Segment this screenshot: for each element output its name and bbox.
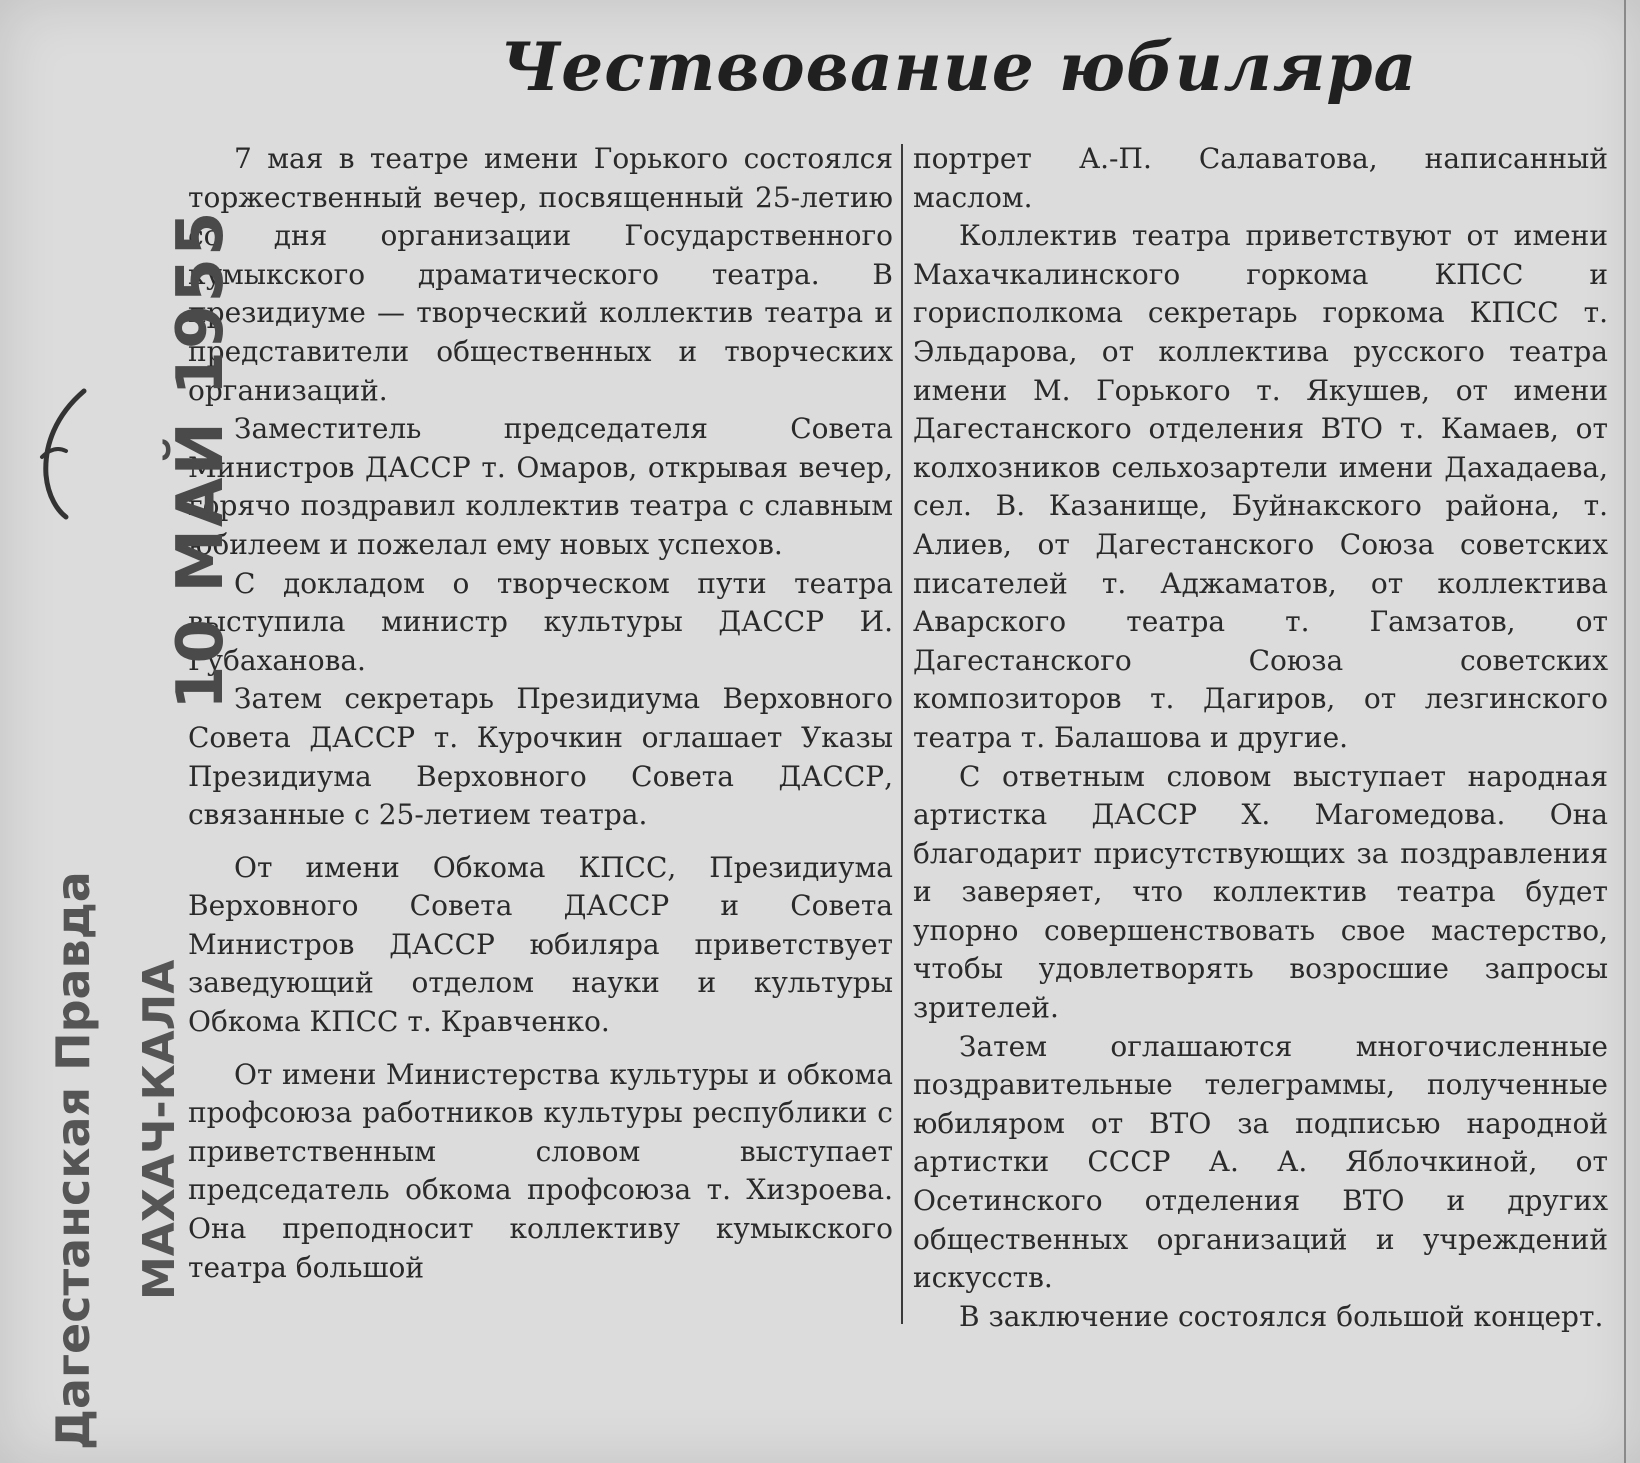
article-title: Чествование юбиляра — [500, 28, 1418, 106]
paragraph: Затем оглашаются многочисленные поздравительные телеграммы, полученные юбиляром от ВТО за подписью народной артистки СССР А. А. Яблочкиной, от Осетинского отделения ВТО и других общественных организаций и учреждений искусств. — [913, 1029, 1608, 1295]
clipping-edge — [1624, 0, 1626, 1463]
stamp-city: МАХАЧ-КАЛА — [134, 959, 185, 1300]
article-column-right — [913, 140, 1608, 1336]
paragraph: Заместитель председателя Совета Министров ДАССР т. Омаров, открывая вечер, горячо поздравил коллектив театра с славным юбилеем и пожелал ему новых успехов. — [188, 412, 893, 561]
stamp-newspaper-name: Дагестанская Правда — [46, 871, 100, 1450]
paragraph: Коллектив театра приветствуют от имени Махачкалинского горкома КПСС и горисполкома секретарь горкома КПСС т. Эльдарова, от коллектива русского театра имени М. Горького т. Якушев, от имени Дагестанского отделения ВТО т. Камаев, от колхозников сельхозартели имени Дахадаева, сел. В. Казанище, Буйнакского района, т. Алиев, от Дагестанского Союза советских писателей т. Аджаматов, от коллектива Аварского театра т. Гамзатов, от Дагестанского Союза советских композиторов т. Дагиров, от лезгинского театра т. Балашова и другие. — [913, 219, 1608, 754]
paragraph: портрет А.-П. Салаватова, написанный маслом. — [913, 142, 1608, 214]
article-column-left — [188, 140, 893, 1287]
paragraph: С докладом о творческом пути театра выступила министр культуры ДАССР И. Губаханова. — [188, 566, 893, 677]
paragraph: С ответным словом выступает народная артистка ДАССР Х. Магомедова. Она благодарит присутствующих за поздравления и заверяет, что коллектив театра будет упорно совершенствовать свое мастерство, чтобы удовлетворять возросшие запросы зрителей. — [913, 759, 1608, 1025]
stamp-date: 10 МАЙ 1955 — [164, 209, 238, 710]
paragraph: В заключение состоялся большой концерт. — [959, 1299, 1604, 1333]
paragraph: От имени Обкома КПСС, Президиума Верховного Совета ДАССР и Совета Министров ДАССР юбиляра приветствует заведующий отделом науки и культуры Обкома КПСС т. Кравченко. — [188, 850, 893, 1039]
column-divider — [901, 144, 903, 1324]
handwritten-mark-icon — [36, 385, 96, 525]
paragraph: От имени Министерства культуры и обкома профсоюза работников культуры республики с приветственным словом выступает председатель обкома профсоюза т. Хизроева. Она преподносит коллективу кумыкского театра большой — [188, 1057, 893, 1284]
paragraph: 7 мая в театре имени Горького состоялся торжественный вечер, посвященный 25-летию со дня организации Государственного кумыкского драматического театра. В президиуме — творческий коллектив театра и представители общественных и творческих организаций. — [188, 142, 893, 407]
paragraph: Затем секретарь Президиума Верховного Совета ДАССР т. Курочкин оглашает Указы Президиума Верховного Совета ДАССР, связанные с 25-летием театра. — [188, 682, 893, 832]
